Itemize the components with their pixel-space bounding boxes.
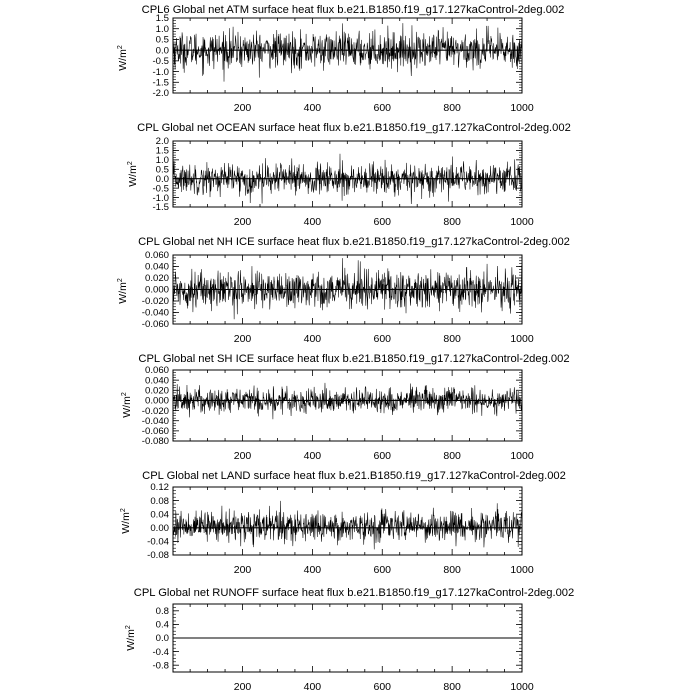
x-tick-label: 800 bbox=[443, 333, 461, 345]
y-tick-label: -0.04 bbox=[147, 536, 169, 548]
y-tick-label: -0.060 bbox=[141, 426, 169, 438]
y-tick-label: -0.080 bbox=[141, 436, 169, 448]
panel-5 bbox=[120, 470, 566, 576]
y-tick-label: -0.4 bbox=[152, 646, 169, 658]
y-tick-label: 0.020 bbox=[144, 385, 169, 397]
y-tick-label: 0.5 bbox=[155, 34, 169, 46]
x-tick-label: 600 bbox=[373, 681, 392, 693]
y-tick-label: -0.8 bbox=[152, 660, 169, 672]
x-tick-label: 1000 bbox=[510, 564, 534, 576]
x-tick-label: 400 bbox=[303, 102, 322, 114]
y-tick-label: 0.020 bbox=[144, 273, 169, 285]
y-tick-label: 0.08 bbox=[150, 495, 169, 507]
y-tick-label: 1.5 bbox=[155, 13, 169, 25]
y-tick-label: 1.5 bbox=[155, 145, 169, 157]
x-tick-label: 800 bbox=[443, 102, 461, 114]
x-tick-label: 200 bbox=[233, 102, 252, 114]
y-tick-label: 0.040 bbox=[144, 375, 169, 387]
y-tick-label: -1.5 bbox=[152, 77, 169, 89]
panel-title: CPL Global net RUNOFF surface heat flux b.e21.B1850.f19_g17.127kaControl-2deg.002 bbox=[133, 587, 575, 599]
y-axis-label bbox=[121, 392, 133, 418]
panel-title: CPL6 Global net ATM surface heat flux b.e21.B1850.f19_g17.127kaControl-2deg.002 bbox=[141, 4, 565, 16]
y-tick-label: 0.0 bbox=[155, 45, 169, 57]
y-axis-label-superscript: 2 bbox=[125, 625, 132, 630]
x-tick-label: 800 bbox=[443, 681, 461, 693]
y-axis-label bbox=[127, 161, 139, 187]
series-line bbox=[173, 501, 522, 550]
x-tick-label: 200 bbox=[233, 564, 252, 576]
x-tick-label: 600 bbox=[373, 102, 392, 114]
x-tick-label: 200 bbox=[233, 681, 252, 693]
y-axis-label-base: W/m bbox=[117, 49, 129, 71]
y-axis-label bbox=[117, 45, 129, 71]
y-axis-label-superscript: 2 bbox=[121, 392, 128, 397]
y-tick-label: 1.0 bbox=[155, 155, 169, 167]
y-tick-label: 2.0 bbox=[155, 136, 169, 148]
y-tick-label: 0.5 bbox=[155, 164, 169, 176]
y-tick-label: 0.040 bbox=[144, 261, 169, 273]
y-tick-label: -0.020 bbox=[141, 405, 169, 417]
panel-title: CPL Global net OCEAN surface heat flux b.e21.B1850.f19_g17.127kaControl-2deg.002 bbox=[137, 122, 571, 134]
y-axis-label bbox=[120, 508, 132, 534]
y-axis-label-superscript: 2 bbox=[120, 508, 127, 513]
y-tick-label: -0.020 bbox=[141, 296, 169, 308]
y-tick-label: -0.08 bbox=[147, 550, 169, 562]
x-tick-label: 200 bbox=[233, 450, 252, 462]
x-tick-label: 400 bbox=[303, 216, 322, 228]
panel-2 bbox=[127, 122, 571, 228]
y-tick-label: 0.000 bbox=[144, 395, 169, 407]
y-tick-label: 0.8 bbox=[155, 606, 169, 617]
series-line bbox=[173, 383, 522, 419]
y-tick-label: -1.0 bbox=[152, 192, 169, 204]
y-tick-label: 0.060 bbox=[144, 365, 169, 377]
series-line bbox=[173, 258, 522, 319]
y-tick-label: -0.5 bbox=[152, 56, 169, 68]
x-tick-label: 200 bbox=[233, 216, 252, 228]
y-tick-label: -2.0 bbox=[152, 88, 169, 100]
y-axis-label-superscript: 2 bbox=[127, 161, 134, 166]
y-axis-label-base: W/m bbox=[127, 165, 139, 187]
y-axis-label-superscript: 2 bbox=[117, 45, 124, 50]
panel-title: CPL Global net LAND surface heat flux b.e21.B1850.f19_g17.127kaControl-2deg.002 bbox=[142, 470, 566, 482]
x-tick-label: 600 bbox=[373, 564, 392, 576]
x-tick-label: 1000 bbox=[510, 102, 534, 114]
panel-3 bbox=[117, 236, 570, 345]
y-axis-label-base: W/m bbox=[117, 282, 129, 304]
y-tick-label: 0.00 bbox=[150, 523, 169, 534]
panel-6 bbox=[125, 587, 574, 693]
y-tick-label: -1.5 bbox=[152, 202, 169, 214]
x-tick-label: 400 bbox=[303, 450, 322, 462]
x-tick-label: 800 bbox=[443, 564, 461, 576]
panel-title: CPL Global net SH ICE surface heat flux b.e21.B1850.f19_g17.127kaControl-2deg.002 bbox=[138, 353, 570, 365]
x-tick-label: 600 bbox=[373, 333, 392, 345]
x-tick-label: 400 bbox=[303, 681, 322, 693]
y-tick-label: -0.5 bbox=[152, 183, 169, 195]
y-tick-label: 0.4 bbox=[155, 619, 169, 631]
y-axis-label bbox=[125, 625, 137, 651]
y-tick-label: 0.12 bbox=[150, 482, 169, 494]
y-axis-label-base: W/m bbox=[120, 512, 132, 534]
panel-title: CPL Global net NH ICE surface heat flux b.e21.B1850.f19_g17.127kaControl-2deg.002 bbox=[138, 236, 570, 248]
plot-frame bbox=[173, 487, 522, 555]
x-tick-label: 800 bbox=[443, 216, 461, 228]
y-tick-label: -0.040 bbox=[141, 415, 169, 427]
y-axis-label-base: W/m bbox=[125, 629, 137, 651]
x-tick-label: 600 bbox=[373, 450, 392, 462]
y-tick-label: 1.0 bbox=[155, 23, 169, 35]
y-tick-label: 0.0 bbox=[155, 173, 169, 185]
panel-1 bbox=[117, 4, 564, 114]
y-tick-label: 0.060 bbox=[144, 250, 169, 262]
x-tick-label: 1000 bbox=[510, 333, 534, 345]
x-tick-label: 600 bbox=[373, 216, 392, 228]
y-tick-label: -0.040 bbox=[141, 307, 169, 319]
series-line bbox=[173, 23, 522, 81]
x-tick-label: 800 bbox=[443, 450, 461, 462]
x-tick-label: 200 bbox=[233, 333, 252, 345]
x-tick-label: 400 bbox=[303, 333, 322, 345]
plot-frame bbox=[173, 18, 522, 93]
x-tick-label: 1000 bbox=[510, 681, 534, 693]
x-tick-label: 1000 bbox=[510, 450, 534, 462]
y-tick-label: -0.060 bbox=[141, 319, 169, 331]
y-axis-label-superscript: 2 bbox=[117, 278, 124, 283]
y-tick-label: 0.0 bbox=[155, 633, 169, 645]
x-tick-label: 1000 bbox=[510, 216, 534, 228]
y-axis-label bbox=[117, 278, 129, 304]
panel-4 bbox=[121, 353, 570, 462]
y-tick-label: 0.04 bbox=[150, 509, 169, 521]
y-axis-label-base: W/m bbox=[121, 396, 133, 418]
x-tick-label: 400 bbox=[303, 564, 322, 576]
y-tick-label: 0.000 bbox=[144, 284, 169, 296]
y-tick-label: -1.0 bbox=[152, 66, 169, 78]
